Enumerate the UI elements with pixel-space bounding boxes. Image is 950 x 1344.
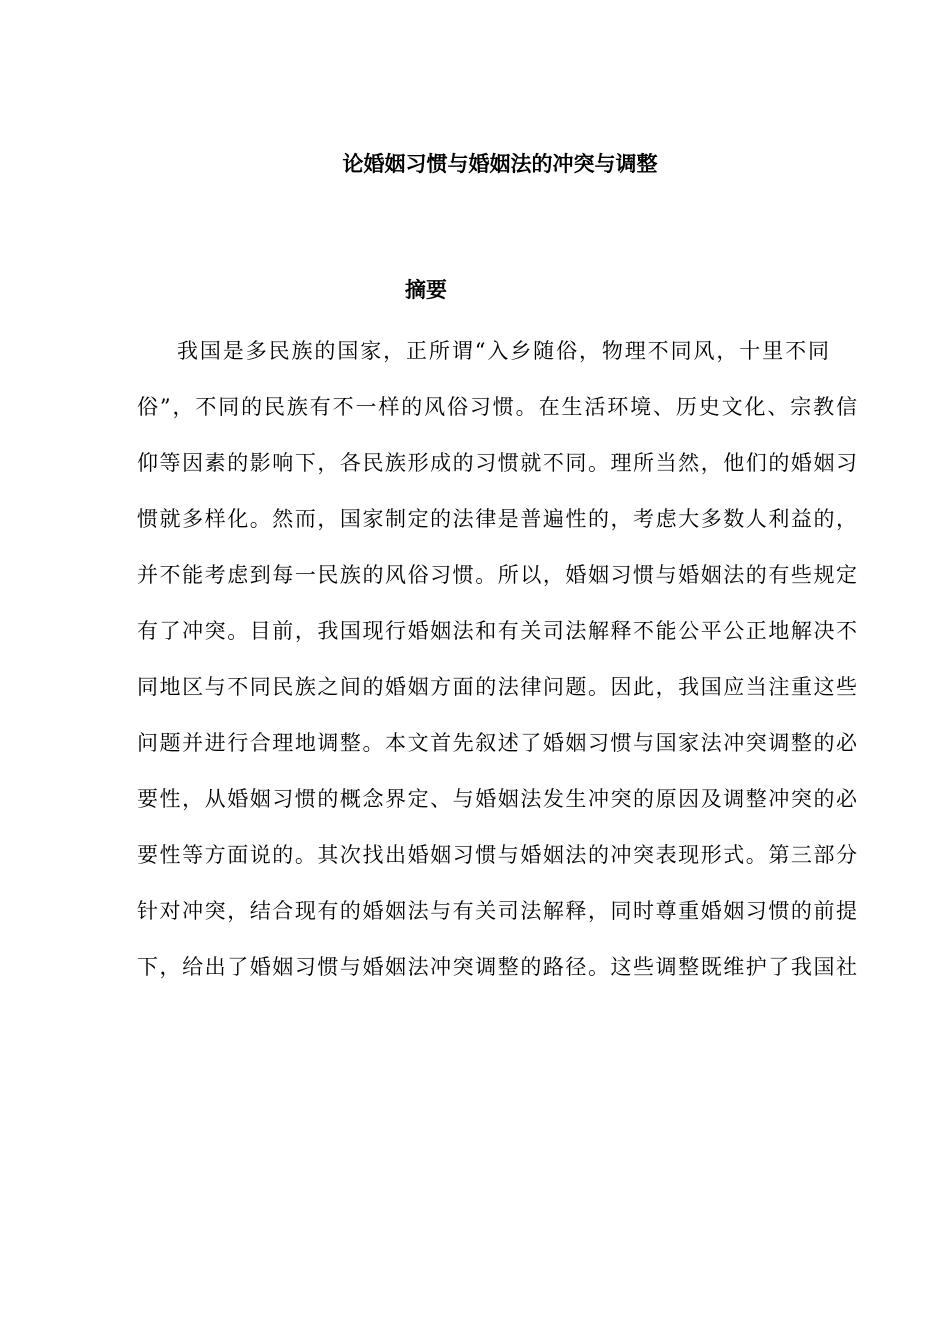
abstract-line: 同地区与不同民族之间的婚姻方面的法律问题。因此，我国应当注重这些 xyxy=(137,675,857,699)
abstract-heading: 摘要 xyxy=(405,277,447,302)
abstract-line: 问题并进行合理地调整。本文首先叙述了婚姻习惯与国家法冲突调整的必 xyxy=(137,731,857,755)
abstract-line: 要性，从婚姻习惯的概念界定、与婚姻法发生冲突的原因及调整冲突的必 xyxy=(137,787,857,811)
abstract-line: 并不能考虑到每一民族的风俗习惯。所以，婚姻习惯与婚姻法的有些规定 xyxy=(137,563,857,587)
abstract-line: 针对冲突，结合现有的婚姻法与有关司法解释，同时尊重婚姻习惯的前提 xyxy=(137,899,857,923)
abstract-line: 仰等因素的影响下，各民族形成的习惯就不同。理所当然，他们的婚姻习 xyxy=(137,451,857,475)
abstract-line: 我国是多民族的国家，正所谓“入乡随俗，物理不同风，十里不同 xyxy=(177,339,829,363)
abstract-line: 要性等方面说的。其次找出婚姻习惯与婚姻法的冲突表现形式。第三部分 xyxy=(137,843,857,867)
abstract-line: 有了冲突。目前，我国现行婚姻法和有关司法解释不能公平公正地解决不 xyxy=(137,619,857,643)
abstract-line: 下，给出了婚姻习惯与婚姻法冲突调整的路径。这些调整既维护了我国社 xyxy=(137,955,857,979)
abstract-line: 俗”，不同的民族有不一样的风俗习惯。在生活环境、历史文化、宗教信 xyxy=(137,395,857,419)
abstract-body xyxy=(137,335,857,1007)
abstract-line: 惯就多样化。然而，国家制定的法律是普遍性的，考虑大多数人利益的， xyxy=(137,507,857,531)
document-title: 论婚姻习惯与婚姻法的冲突与调整 xyxy=(342,151,658,176)
